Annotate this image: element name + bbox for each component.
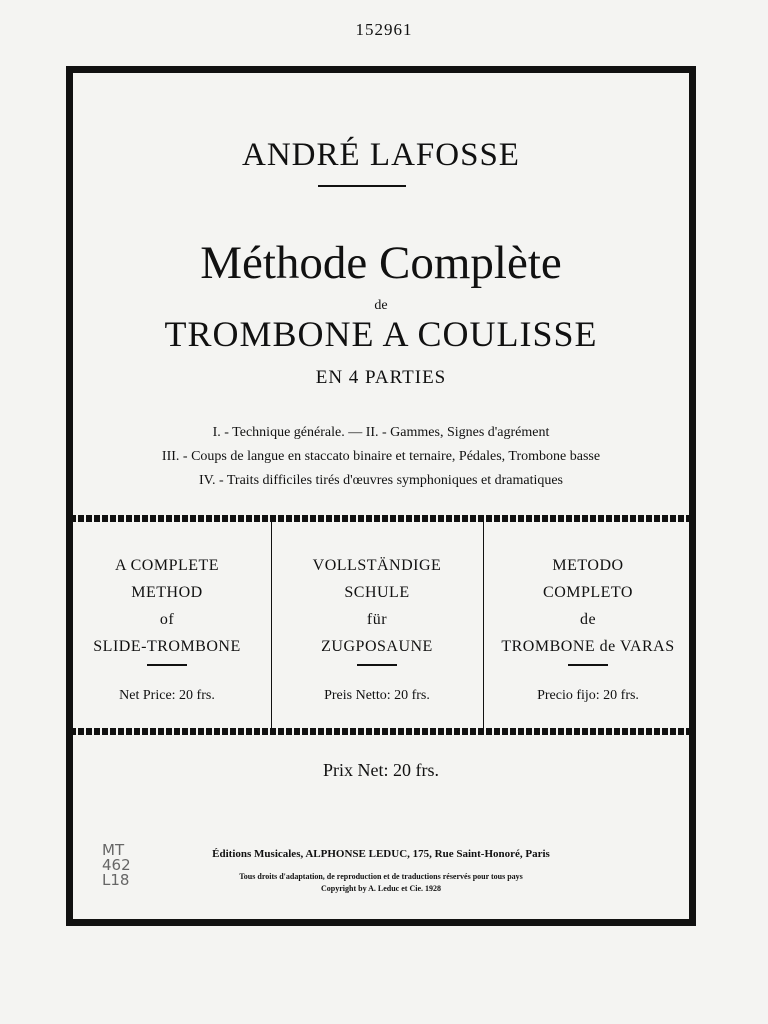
ornamental-rule: [70, 728, 692, 735]
publisher-line: Éditions Musicales, ALPHONSE LEDUC, 175, Rue Saint-Honoré, Paris: [212, 848, 550, 860]
edition-line: METODO: [552, 557, 624, 574]
edition-spanish: [483, 552, 693, 709]
edition-line: für: [366, 611, 388, 628]
edition-line: SCHULE: [344, 584, 410, 601]
edition-line: A COMPLETE: [114, 557, 220, 574]
ornamental-rule: [70, 515, 692, 522]
rights-line: Tous droits d'adaptation, de reproduction et de traductions réservés pour tous pays: [239, 872, 523, 881]
work-title: Méthode Complète: [200, 237, 562, 289]
edition-line: COMPLETO: [543, 584, 633, 601]
edition-line: METHOD: [131, 584, 203, 601]
rights-notice: [66, 871, 696, 895]
shelfmark-line: L18: [102, 871, 130, 889]
edition-line: de: [579, 611, 597, 628]
edition-english: [62, 552, 272, 709]
copyright-line: Copyright by A. Leduc et Cie. 1928: [321, 884, 441, 893]
author-divider: [318, 185, 406, 187]
title-page-frame: [66, 66, 696, 926]
shelfmark-line: MT: [102, 841, 125, 859]
edition-divider: [568, 664, 608, 666]
net-price: Prix Net: 20 frs.: [323, 760, 439, 780]
catalog-number: 152961: [355, 20, 413, 39]
author-name: ANDRÉ LAFOSSE: [242, 137, 520, 173]
edition-price: Preis Netto: 20 frs.: [324, 688, 430, 703]
edition-price: Net Price: 20 frs.: [119, 688, 215, 703]
contents-line: III. - Coups de langue en staccato binaire et ternaire, Pédales, Trombone basse: [161, 449, 601, 464]
edition-line: TROMBONE de VARAS: [501, 638, 675, 655]
edition-divider: [357, 664, 397, 666]
edition-divider: [147, 664, 187, 666]
edition-price: Precio fijo: 20 frs.: [537, 688, 639, 703]
edition-german: [272, 552, 482, 709]
title-connector: de: [374, 298, 388, 313]
edition-line: of: [159, 611, 175, 628]
edition-line: ZUGPOSAUNE: [321, 638, 433, 655]
contents-line: I. - Technique générale. — II. - Gammes, Signes d'agrément: [212, 425, 550, 440]
edition-line: SLIDE-TROMBONE: [93, 638, 241, 655]
parts-count: EN 4 PARTIES: [315, 367, 447, 388]
work-subtitle: TROMBONE A COULISSE: [164, 314, 598, 354]
contents-line: IV. - Traits difficiles tirés d'œuvres symphoniques et dramatiques: [198, 473, 564, 488]
shelfmark-line: 462: [102, 856, 131, 874]
edition-line: VOLLSTÄNDIGE: [312, 557, 442, 574]
